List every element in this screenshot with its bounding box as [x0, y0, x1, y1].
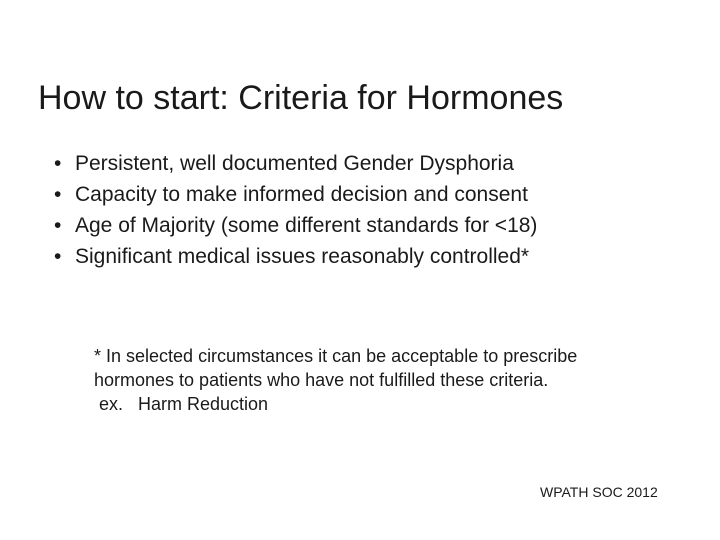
footnote-example: ex. Harm Reduction [99, 394, 269, 414]
list-item [54, 241, 704, 272]
footnote-line: hormones to patients who have not fulfilled these criteria. [94, 370, 549, 390]
source-citation: WPATH SOC 2012 [540, 484, 658, 500]
bullet-icon: • [54, 183, 62, 206]
bullet-text: Capacity to make informed decision and consent [75, 183, 528, 206]
slide-title: How to start: Criteria for Hormones [38, 78, 564, 117]
criteria-list [54, 148, 704, 272]
bullet-text: Persistent, well documented Gender Dysphoria [75, 152, 514, 175]
list-item [54, 210, 704, 241]
bullet-text: Significant medical issues reasonably controlled* [75, 245, 530, 268]
footnote [94, 344, 704, 416]
list-item [54, 148, 704, 179]
bullet-icon: • [54, 214, 62, 237]
bullet-icon: • [54, 245, 62, 268]
bullet-icon: • [54, 152, 62, 175]
footnote-line: * In selected circumstances it can be acceptable to prescribe [94, 346, 578, 366]
list-item [54, 179, 704, 210]
bullet-text: Age of Majority (some different standards for <18) [75, 214, 538, 237]
